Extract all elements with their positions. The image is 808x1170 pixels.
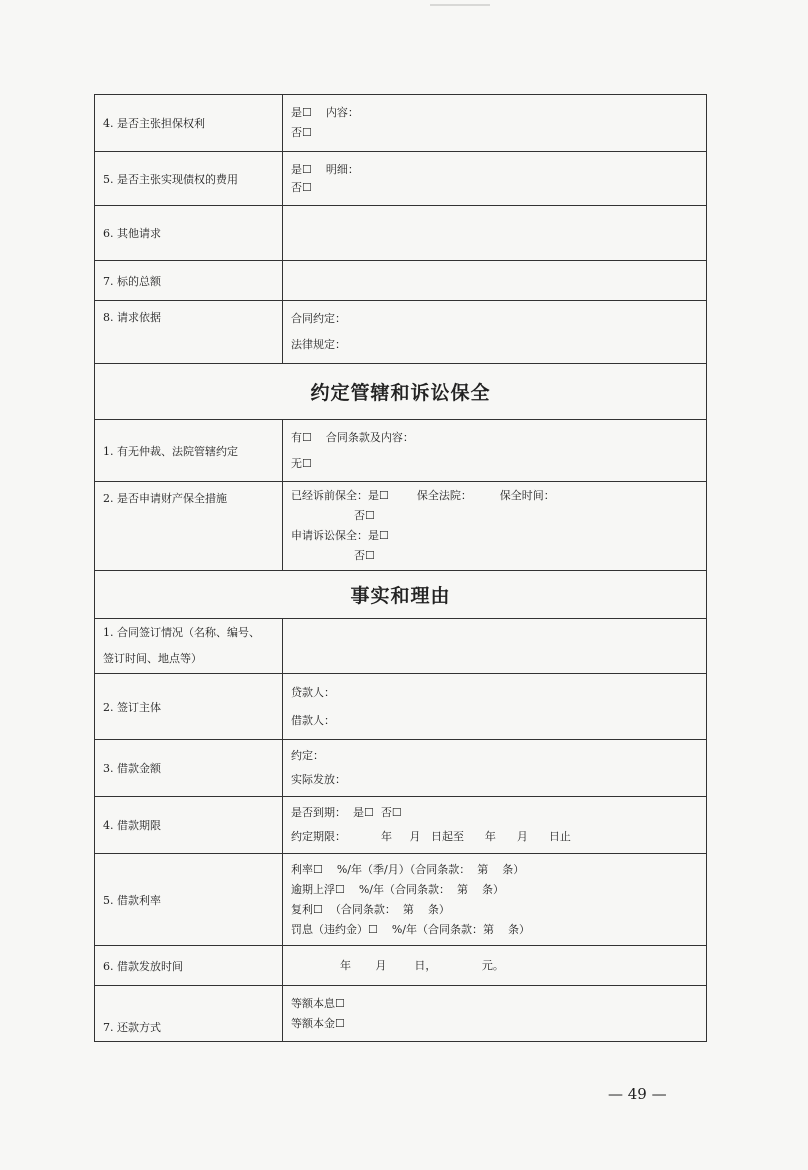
table-row <box>95 482 707 571</box>
section-header-row <box>95 364 707 420</box>
table-row <box>95 95 707 152</box>
table-row <box>95 301 707 364</box>
page-number: — 49 — <box>608 1085 667 1103</box>
row-value[interactable]: 合同约定： 法律规定： <box>283 301 707 364</box>
row-value[interactable]: 约定： 实际发放： <box>283 740 707 797</box>
row-label: 6. 借款发放时间 <box>95 946 283 986</box>
row-value[interactable] <box>283 619 707 674</box>
table-row <box>95 420 707 482</box>
row-value[interactable] <box>283 261 707 301</box>
row-value[interactable]: 贷款人： 借款人： <box>283 674 707 740</box>
row-value[interactable]: 利率☐ %/年（季/月）（合同条款： 第 条） 逾期上浮☐ %/年（合同条款： 第 条） 复利☐ （合同条款： 第 条） 罚息（违约金）☐ %/年（合同条款：第 条） <box>283 854 707 946</box>
row-label: 7. 标的总额 <box>95 261 283 301</box>
row-value[interactable] <box>283 206 707 261</box>
table-row <box>95 797 707 854</box>
table-row <box>95 206 707 261</box>
row-label: 2. 是否申请财产保全措施 <box>95 482 283 571</box>
section-title: 事实和理由 <box>95 571 707 619</box>
section-header-row <box>95 571 707 619</box>
complaint-form-table <box>94 94 707 1042</box>
table-row <box>95 740 707 797</box>
table-row <box>95 619 707 674</box>
row-label: 2. 签订主体 <box>95 674 283 740</box>
row-label: 5. 借款利率 <box>95 854 283 946</box>
row-label: 6. 其他请求 <box>95 206 283 261</box>
table-row <box>95 152 707 206</box>
row-value[interactable]: 有☐ 合同条款及内容： 无☐ <box>283 420 707 482</box>
table-row <box>95 674 707 740</box>
row-value[interactable]: 已经诉前保全：是☐ 保全法院： 保全时间： 否☐ 申请诉讼保全：是☐ 否☐ <box>283 482 707 571</box>
row-value[interactable]: 年 月 日， 元。 <box>283 946 707 986</box>
row-label: 5. 是否主张实现债权的费用 <box>95 152 283 206</box>
row-label: 4. 是否主张担保权利 <box>95 95 283 152</box>
row-label: 1. 合同签订情况（名称、编号、 签订时间、地点等） <box>95 619 283 674</box>
row-label: 7. 还款方式 <box>95 986 283 1042</box>
table-row <box>95 261 707 301</box>
row-value[interactable]: 是否到期： 是☐ 否☐ 约定期限： 年 月 日起至 年 月 日止 <box>283 797 707 854</box>
row-value[interactable]: 是☐ 明细： 否☐ <box>283 152 707 206</box>
table-row <box>95 986 707 1042</box>
row-value[interactable]: 是☐ 内容： 否☐ <box>283 95 707 152</box>
row-label: 8. 请求依据 <box>95 301 283 364</box>
row-label: 3. 借款金额 <box>95 740 283 797</box>
row-label: 1. 有无仲裁、法院管辖约定 <box>95 420 283 482</box>
scan-artifact <box>430 4 490 6</box>
row-value[interactable]: 等额本息☐ 等额本金☐ <box>283 986 707 1042</box>
row-label: 4. 借款期限 <box>95 797 283 854</box>
table-row <box>95 946 707 986</box>
section-title: 约定管辖和诉讼保全 <box>95 364 707 420</box>
table-row <box>95 854 707 946</box>
